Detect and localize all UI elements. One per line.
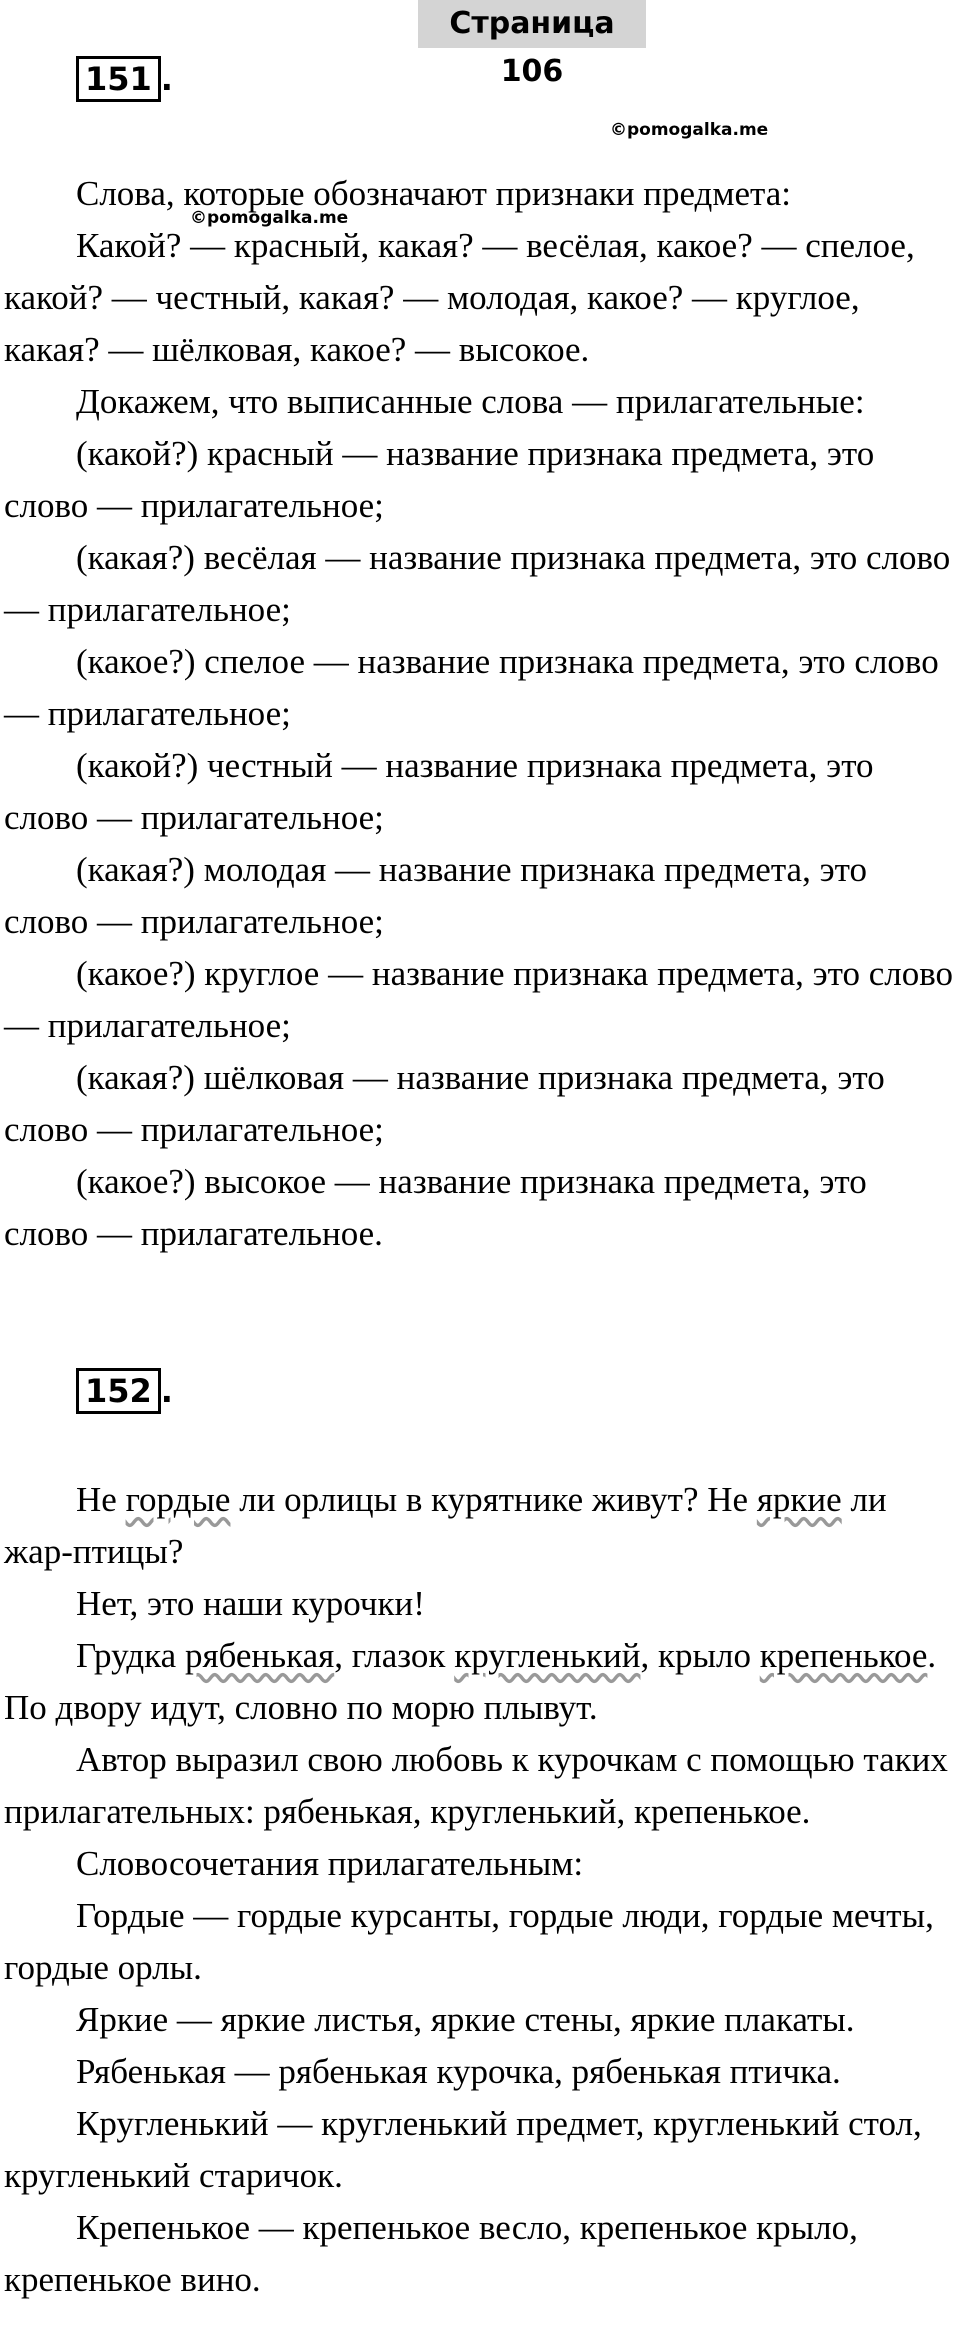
underlined-word: крепенькое — [759, 1636, 928, 1675]
paragraph: (какой?) красный — название признака предмета, это слово — прилагательное; — [4, 434, 875, 525]
paragraph: (какая?) шёлковая — название признака предмета, это слово — прилагательное; — [4, 1058, 885, 1149]
paragraph-poem-2: Нет, это наши курочки! — [76, 1584, 425, 1623]
paragraph-poem-3 — [4, 1630, 956, 1734]
text-fragment: , глазок — [334, 1636, 455, 1675]
task-152-text — [4, 1474, 956, 2306]
underlined-word: яркие — [756, 1480, 842, 1519]
paragraph: Слова, которые обозначают признаки предмета: — [76, 174, 791, 213]
task-151-text — [4, 168, 956, 1260]
watermark-inline: ©pomogalka.me — [190, 208, 349, 228]
task-number-dot: . — [160, 60, 173, 98]
text-fragment: , крыло — [640, 1636, 760, 1675]
paragraph: Рябенькая — рябенькая курочка, рябенькая птичка. — [76, 2052, 841, 2091]
text-fragment: Не — [76, 1480, 126, 1519]
paragraph: Гордые — гордые курсанты, гордые люди, гордые мечты, гордые орлы. — [4, 1896, 934, 1987]
paragraph: (какая?) весёлая — название признака предмета, это слово — прилагательное; — [4, 538, 951, 629]
paragraph: (какое?) высокое — название признака предмета, это слово — прилагательное. — [4, 1162, 867, 1253]
task-number-152 — [76, 1368, 173, 1414]
underlined-word: рябенькая — [184, 1636, 335, 1675]
paragraph: Яркие — яркие листья, яркие стены, яркие плакаты. — [76, 2000, 855, 2039]
underlined-word: гордые — [125, 1480, 231, 1519]
watermark: ©pomogalka.me — [610, 120, 769, 140]
text-fragment: ли орлицы в курятнике живут? Не — [230, 1480, 757, 1519]
task-number-151 — [76, 56, 173, 102]
underlined-word: кругленький — [454, 1636, 641, 1675]
task-number-box: 151 — [76, 56, 161, 102]
task-number-dot: . — [160, 1372, 173, 1410]
paragraph: Крепенькое — крепенькое весло, крепенькое крыло, крепенькое вино. — [4, 2208, 858, 2299]
page-title: Страница 106 — [418, 0, 646, 48]
paragraph: (какой?) честный — название признака предмета, это слово — прилагательное; — [4, 746, 874, 837]
text-fragment: Грудка — [76, 1636, 185, 1675]
task-number-box: 152 — [76, 1368, 161, 1414]
text-fragment: ли жар-птицы? — [4, 1480, 887, 1571]
paragraph: (какая?) молодая — название признака предмета, это слово — прилагательное; — [4, 850, 867, 941]
paragraph: Какой? — красный, какая? — весёлая, какое? — спелое, какой? — честный, какая? — молодая, какое? — круглое, какая? — шёлковая, какое? — высокое. — [4, 226, 915, 369]
text-fragment: . По двору идут, словно по морю плывут. — [4, 1636, 937, 1727]
paragraph: Словосочетания прилагательным: — [76, 1844, 584, 1883]
paragraph: (какое?) круглое — название признака предмета, это слово — прилагательное; — [4, 954, 954, 1045]
paragraph-poem-1 — [4, 1474, 956, 1578]
paragraph: Автор выразил свою любовь к курочкам с помощью таких прилагательных: рябенькая, кругленький, крепенькое. — [4, 1740, 948, 1831]
paragraph: (какое?) спелое — название признака предмета, это слово — прилагательное; — [4, 642, 939, 733]
paragraph: Докажем, что выписанные слова — прилагательные: — [76, 382, 865, 421]
paragraph: Кругленький — кругленький предмет, кругленький стол, кругленький старичок. — [4, 2104, 922, 2195]
